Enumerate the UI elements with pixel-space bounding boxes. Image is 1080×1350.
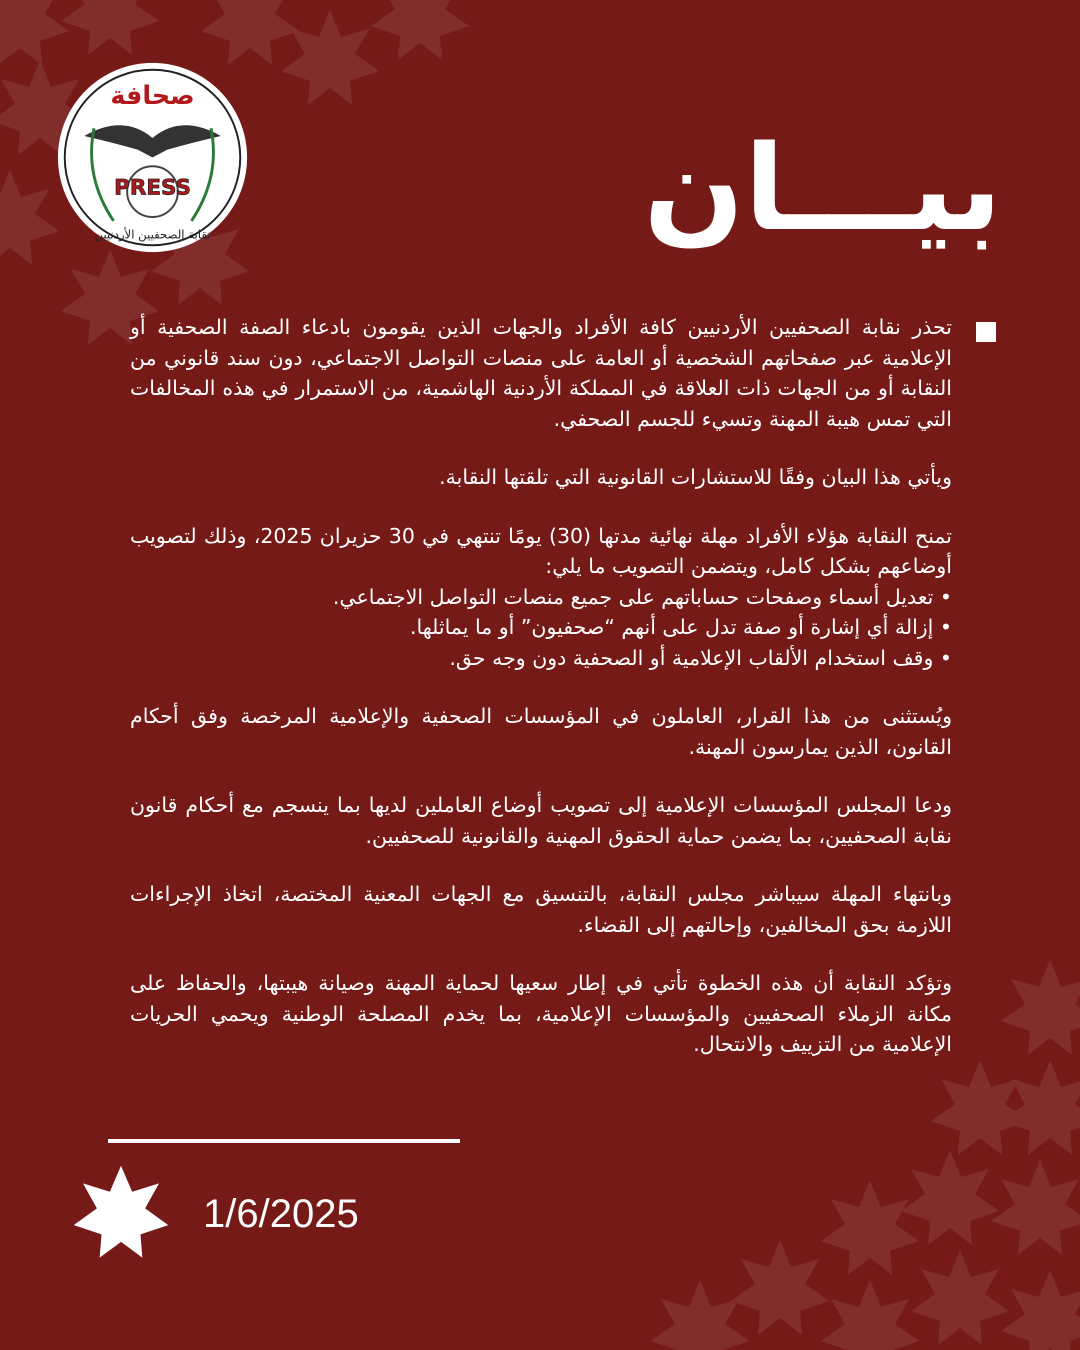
press-association-logo xyxy=(55,60,250,255)
paragraph: تحذر نقابة الصحفيين الأردنيين كافة الأفراد والجهات الذين يقومون بادعاء الصفة الصحفية أو الإعلامية عبر صفحاتهم الشخصية أو العامة على منصات التواصل الاجتماعي، دون سند قانوني من النقابة أو من الجهات ذات العلاقة في المملكة الأردنية الهاشمية، من الاستمرار في هذه المخالفات التي تمس هيبة المهنة وتسيء للجسم الصحفي. xyxy=(130,315,952,431)
logo-press-text: PRESS xyxy=(114,175,191,201)
seven-point-star-icon xyxy=(70,1163,172,1265)
list-item: • وقف استخدام الألقاب الإعلامية أو الصحفية دون وجه حق. xyxy=(130,643,952,674)
logo-ring-text: نقابة الصحفيين الأردنيين xyxy=(94,227,211,242)
statement-body xyxy=(130,312,952,1088)
paragraph: ويأتي هذا البيان وفقًا للاستشارات القانونية التي تلقتها النقابة. xyxy=(439,465,952,489)
paragraph: وبانتهاء المهلة سيباشر مجلس النقابة، بالتنسيق مع الجهات المعنية المختصة، اتخاذ الإجراءات اللازمة بحق المخالفين، وإحالتهم إلى القضاء. xyxy=(130,882,952,937)
list-item: • إزالة أي إشارة أو صفة تدل على أنهم “صحفيون” أو ما يماثلها. xyxy=(130,612,952,643)
paragraph: ودعا المجلس المؤسسات الإعلامية إلى تصويب أوضاع العاملين لديها بما ينسجم مع أحكام قانون نقابة الصحفيين، بما يضمن حماية الحقوق المهنية والقانونية للصحفيين. xyxy=(130,793,952,848)
logo-top-text: صحافة xyxy=(110,79,195,110)
paragraph: وتؤكد النقابة أن هذه الخطوة تأتي في إطار سعيها لحماية المهنة وصيانة هيبتها، والحفاظ على مكانة الزملاء الصحفيين والمؤسسات الإعلامية، بما يخدم المصلحة الوطنية ويحمي الحريات الإعلامية من التزييف والانتحال. xyxy=(130,971,952,1056)
requirements-list xyxy=(130,582,952,674)
list-item: • تعديل أسماء وصفحات حساباتهم على جميع منصات التواصل الاجتماعي. xyxy=(130,582,952,613)
divider xyxy=(108,1139,460,1143)
square-bullet-icon xyxy=(976,322,996,342)
paragraph: ويُستثنى من هذا القرار، العاملون في المؤسسات الصحفية والإعلامية المرخصة وفق أحكام القانون، الذين يمارسون المهنة. xyxy=(130,704,952,759)
paragraph: تمنح النقابة هؤلاء الأفراد مهلة نهائية مدتها (30) يومًا تنتهي في 30 حزيران 2025، وذلك لتصويب أوضاعهم بشكل كامل، ويتضمن التصويب ما يلي: xyxy=(130,523,952,578)
statement-date: 1/6/2025 xyxy=(203,1192,359,1236)
page-title: بيـــان xyxy=(643,119,1002,257)
